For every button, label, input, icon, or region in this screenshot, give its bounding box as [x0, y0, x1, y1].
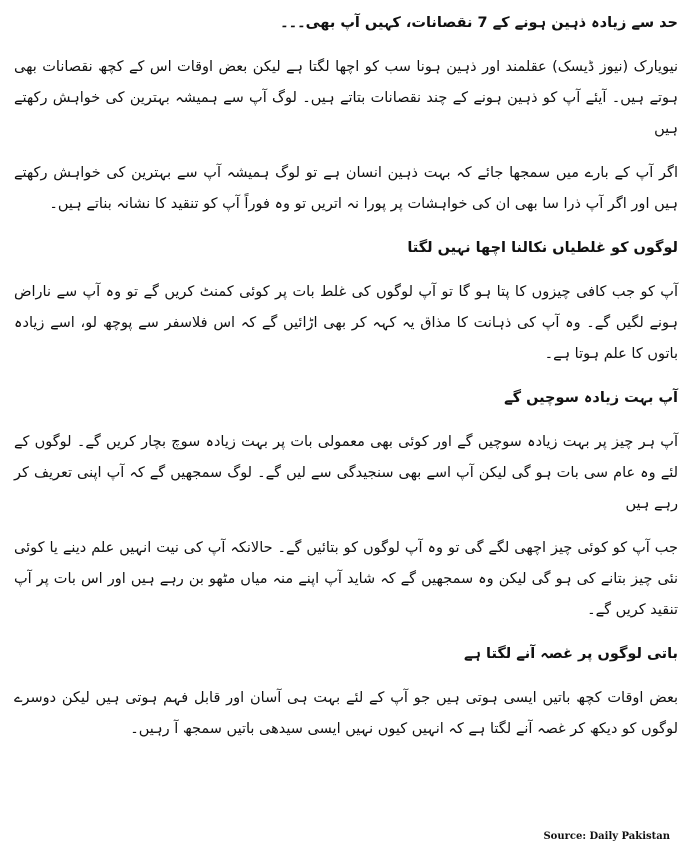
- source-credit: Source: Daily Pakistan: [543, 831, 670, 842]
- heading-overthinking: آپ بہت زیادہ سوچیں گے: [504, 390, 678, 406]
- paragraph-expectations: اگر آپ کے بارے میں سمجھا جائے کہ بہت ذہین انسان ہے تو لوگ ہمیشہ آپ سے بہترین کی خواہش رکھتے ہیں اور اگر آپ ذرا سا بھی ان کی خواہشات پر پورا نہ اتریں تو وہ فوراً آپ کو تنقید کا نشانہ بناتے ہیں۔: [14, 165, 678, 212]
- paragraph-mistakes: آپ کو جب کافی چیزوں کا پتا ہو گا تو آپ لوگوں کی غلط بات پر کوئی کمنٹ کریں گے تو وہ آپ سے ناراض ہونے لگیں گے۔ وہ آپ کی ذہانت کا مذاق یہ کہہ کر بھی اڑائیں گے کہ اس فلاسفر سے پوچھ لو، اسے زیادہ باتوں کا علم ہوتا ہے۔: [14, 284, 678, 362]
- heading-mistakes: لوگوں کو غلطیاں نکالنا اچھا نہیں لگتا: [407, 240, 678, 256]
- article: [14, 8, 678, 758]
- paragraph-anger: بعض اوقات کچھ باتیں ایسی ہوتی ہیں جو آپ کے لئے بہت ہی آسان اور قابل فہم ہوتی ہیں لیکن دوسرے لوگوں کو دیکھ کر غصہ آنے لگتا ہے کہ انہیں کیوں نہیں ایسی سیدھی باتیں سمجھ آ رہیں۔: [14, 690, 678, 737]
- paragraph-sharing: جب آپ کو کوئی چیز اچھی لگے گی تو وہ آپ لوگوں کو بتائیں گے۔ حالانکہ آپ کی نیت انہیں علم دینے یا کوئی نئی چیز بتانے کی ہو گی لیکن وہ سمجھیں گے کہ شاید آپ اپنے منہ میاں مٹھو بن رہے ہیں اور اس بات پر آپ تنقید کریں گے۔: [14, 540, 678, 618]
- article-title: حد سے زیادہ ذہین ہونے کے 7 نقصانات، کہیں آپ بھی۔۔۔: [280, 15, 678, 31]
- heading-anger: باتی لوگوں پر غصہ آنے لگتا ہے: [463, 646, 678, 662]
- intro-paragraph: نیویارک (نیوز ڈیسک) عقلمند اور ذہین ہونا سب کو اچھا لگتا ہے لیکن بعض اوقات اس کے کچھ نقصانات بھی ہوتے ہیں۔ آیئے آپ کو ذہین ہونے کے چند نقصانات بتاتے ہیں۔ لوگ آپ سے ہمیشہ بہترین کی خواہش رکھتے ہیں: [14, 59, 678, 137]
- paragraph-overthinking: آپ ہر چیز پر بہت زیادہ سوچیں گے اور کوئی بھی معمولی بات پر بہت زیادہ سوچ بچار کریں گے۔ لوگوں کے لئے وہ عام سی بات ہو گی لیکن آپ اسے بھی سنجیدگی سے لیں گے۔ لوگ سمجھیں گے کہ آپ اپنی تعریف کر رہے ہیں: [14, 434, 678, 512]
